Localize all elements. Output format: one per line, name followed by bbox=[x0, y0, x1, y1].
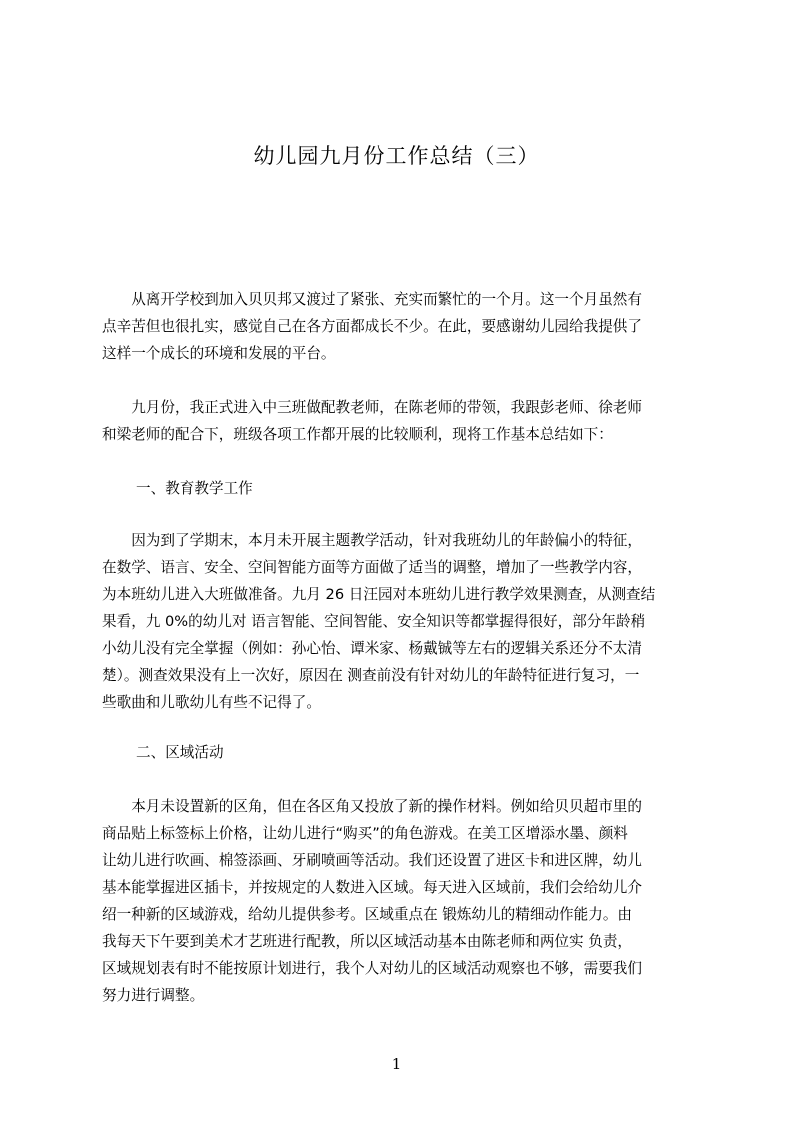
page-title: 幼儿园九月份工作总结（三） bbox=[253, 144, 540, 168]
paragraph-line: 让幼儿进行吹画、棉签添画、牙刷喷画等活动。我们还设置了进区卡和进区牌，幼儿 bbox=[102, 852, 642, 869]
paragraph-line: 我每天下午要到美术才艺班进行配教，所以区域活动基本由陈老师和两位实 负责， bbox=[102, 933, 633, 950]
section-heading: 二、区域活动 bbox=[136, 744, 224, 761]
paragraph-line: 绍一种新的区域游戏，给幼儿提供参考。区域重点在 锻炼幼儿的精细动作能力。由 bbox=[102, 906, 633, 923]
paragraph-line: 在数学、语言、安全、空间智能方面等方面做了适当的调整，增加了一些教学内容， bbox=[102, 559, 642, 576]
section-heading: 一、教育教学工作 bbox=[136, 480, 253, 497]
paragraph-line: 因为到了学期末，本月未开展主题教学活动，针对我班幼儿的年龄偏小的特征， bbox=[102, 532, 642, 549]
paragraph-line: 商品贴上标签标上价格，让幼儿进行“购买”的角色游戏。在美工区增添水墨、颜料 bbox=[102, 825, 628, 842]
paragraph-line: 果看，九 0%的幼儿对 语言智能、空间智能、安全知识等都掌握得很好，部分年龄稍 bbox=[102, 613, 646, 630]
paragraph-line: 为本班幼儿进入大班做准备。九月 26 日汪园对本班幼儿进行教学效果测查，从测查结 bbox=[102, 586, 656, 603]
paragraph-line: 九月份，我正式进入中三班做配教老师，在陈老师的带领，我跟彭老师、徐老师 bbox=[102, 399, 642, 416]
paragraph-line: 本月未设置新的区角，但在各区角又投放了新的操作材料。例如给贝贝超市里的 bbox=[102, 798, 642, 815]
paragraph-line: 区域规划表有时不能按原计划进行，我个人对幼儿的区域活动观察也不够，需要我们 bbox=[102, 960, 642, 977]
paragraph-line: 基本能掌握进区插卡，并按规定的人数进入区域。每天进入区域前，我们会给幼儿介 bbox=[102, 879, 642, 896]
page-number: 1 bbox=[391, 1055, 402, 1073]
paragraph-line: 这样一个成长的环境和发展的平台。 bbox=[102, 345, 336, 362]
paragraph-line: 和梁老师的配合下，班级各项工作都开展的比较顺利，现将工作基本总结如下： bbox=[102, 426, 613, 443]
paragraph-line: 楚）。测查效果没有上一次好，原因在 测查前没有针对幼儿的年龄特征进行复习，一 bbox=[102, 667, 640, 684]
paragraph-line: 点辛苦但也很扎实，感觉自己在各方面都成长不少。在此，要感谢幼儿园给我提供了 bbox=[102, 318, 642, 335]
paragraph-line: 努力进行调整。 bbox=[102, 987, 205, 1004]
paragraph-line: 些歌曲和儿歌幼儿有些不记得了。 bbox=[102, 694, 321, 711]
paragraph-line: 小幼儿没有完全掌握（例如：孙心怡、谭米家、杨戴铖等左右的逻辑关系还分不太清 bbox=[102, 640, 642, 657]
paragraph-line: 从离开学校到加入贝贝邦又渡过了紧张、充实而繁忙的一个月。这一个月虽然有 bbox=[102, 291, 642, 308]
